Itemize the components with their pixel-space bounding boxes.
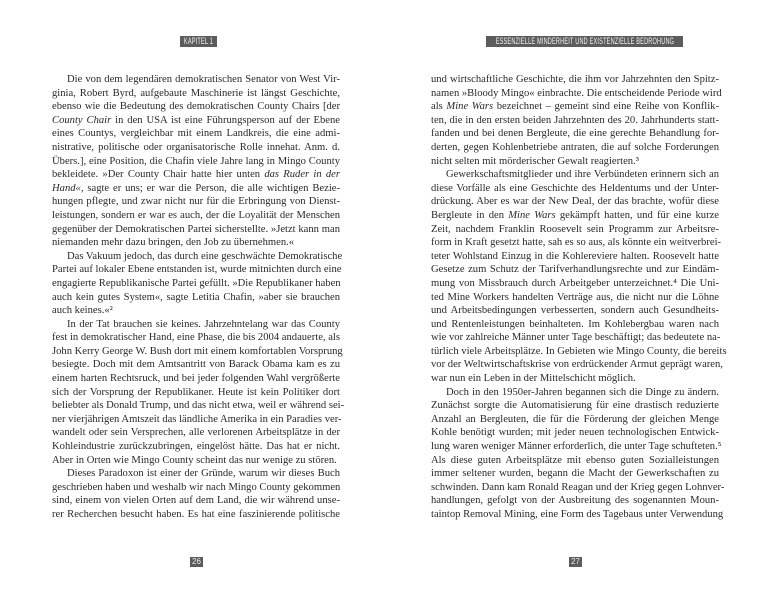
text-line: [52, 467, 340, 481]
text-line: [52, 318, 340, 332]
text-segment: gekämpft hatten, und für eine kurze: [555, 209, 719, 221]
text-segment: fest in demokratischer Hand, eine Phase, die bis 2004 andauerte, als: [52, 332, 341, 344]
text-line: [52, 73, 340, 87]
text-segment: nicht selten mit mörderischer Gewalt reagierten.³: [431, 155, 639, 167]
text-segment: lung waren weniger Männer erforderlich, die unter Tage schufteten.⁵: [431, 441, 722, 453]
text-line: [431, 114, 719, 128]
text-segment: John Kerry George W. Bush dort mit einem komfortablen Vorsprung: [52, 345, 343, 357]
text-segment: sich der Vorsprung der Republikaner. Heute ist kein Politiker dort: [52, 386, 340, 398]
text-line: [431, 454, 719, 468]
text-line: [52, 386, 340, 400]
text-segment: Gewerkschaftsmitglieder und ihre Verbündeten erinnern sich an: [446, 169, 719, 181]
text-line: [52, 277, 340, 291]
text-line: [52, 223, 340, 237]
italic-text: Mine Wars: [508, 209, 556, 221]
running-header-text: KAPITEL 1: [183, 36, 214, 46]
text-segment: wandelt oder sein Versprechen, alle verlorenen Arbeitsplätze in der: [52, 427, 340, 439]
text-line: [52, 195, 340, 209]
text-segment: ebenso wie die Bedeutung des demokratischen County Chairs [der: [52, 101, 340, 113]
right-page-body: [431, 73, 727, 522]
text-segment: ted Mine Workers handelten Verträge aus, die nicht nur die Löhne: [431, 291, 719, 303]
text-line: [431, 100, 719, 114]
running-header-chapter: [180, 36, 217, 47]
text-segment: beliebter als Donald Trump, und das nicht etwa, weil er während sei-: [52, 400, 345, 412]
text-line: [431, 182, 719, 196]
text-line: [431, 386, 719, 400]
text-segment: teter Wohlstand Einzug in die Kohlereviere halten. Roosevelt hatte: [431, 250, 719, 262]
text-line: [431, 331, 719, 345]
text-segment: bekleidete. »Der County Chair hatte hier unten: [52, 169, 265, 181]
text-line: [431, 345, 727, 359]
text-line: [431, 304, 719, 318]
text-line: [52, 426, 340, 440]
text-line: [431, 413, 719, 427]
text-segment: Zeit, nachdem Franklin Roosevelt sein Programm zur Arbeitsre-: [431, 223, 719, 235]
text-line: [52, 236, 340, 250]
text-line: [431, 141, 719, 155]
page-number-right: 27: [569, 557, 582, 567]
text-segment: Das Vakuum jedoch, das durch eine geschwächte Demokratische: [67, 250, 343, 262]
text-line: [52, 291, 340, 305]
text-line: [52, 399, 345, 413]
italic-text: County Chair: [52, 114, 112, 126]
text-line: [52, 372, 340, 386]
text-segment: handlungen, gefolgt von der Ausbreitung des sogenannten Moun-: [431, 495, 719, 507]
text-segment: Aber in Orten wie Mingo County scheint das nur wenige zu stören.: [52, 454, 337, 466]
text-line: [431, 209, 719, 223]
text-segment: diese Vorfälle als eine Geschichte des Heldentums und der Unter-: [431, 182, 719, 194]
text-segment: auch keines.«²: [52, 305, 113, 317]
text-line: [52, 508, 340, 522]
text-segment: namen »Bloody Mingo« einbrachte. Die entscheidende Periode wird: [431, 87, 722, 99]
text-line: [431, 155, 719, 169]
text-segment: nistrative, politische oder organisatorische Rolle innehat. Anm. d.: [52, 141, 340, 153]
text-segment: türlich viele Arbeitsplätze. In Gebieten wie Mingo County, die bereits: [431, 345, 727, 357]
text-line: [52, 87, 340, 101]
text-line: [52, 440, 340, 454]
text-segment: eines Countys, vergleichbar mit einem Landkreis, die eine admi-: [52, 128, 340, 140]
text-segment: Gesetze zum Schutz der Tarifverhandlungsrechte und zur Eindäm-: [431, 264, 719, 276]
left-page-body: [52, 73, 345, 522]
text-segment: immer seltener wurden, begann die Macht der Gewerkschaften zu: [431, 468, 719, 480]
italic-text: das Ruder in der: [264, 169, 340, 181]
italic-text: Mine Wars: [446, 101, 494, 113]
text-line: [52, 250, 343, 264]
text-segment: und wirtschaftliche Geschichte, die ihm vor Jahrzehnten den Spitz-: [431, 74, 719, 85]
text-segment: ner vierjährigen Amtszeit das ländliche Amerika in ein Paradies ver-: [52, 413, 342, 425]
text-line: [52, 331, 340, 345]
text-segment: Übers.], eine Position, die Chafin viele Jahre lang in Mingo County: [52, 155, 340, 167]
text-segment: war nun ein Leben in der Mittelschicht möglich.: [431, 373, 636, 385]
text-segment: wie vor zahlreiche Männer unter Tage beschäftigt; das bedeutete na-: [431, 332, 721, 344]
running-header-title: [486, 36, 683, 47]
text-segment: mung von Missbrauch durch Arbeitgeber unterzeichnet.⁴ Die Uni-: [431, 277, 719, 289]
text-segment: auch kein gutes System«, sagte Letitia Chafin, »aber sie brauchen: [52, 291, 340, 303]
text-segment: niemanden mehr dazu bringen, den Job zu übernehmen.«: [52, 237, 295, 249]
text-line: [431, 358, 723, 372]
text-segment: ginia, Robert Byrd, aufgebaute Maschinerie ist längst Geschichte,: [52, 87, 340, 99]
text-segment: Kohleindustrie zurückzubringen, eingelöst hätte. Das hat er nicht.: [52, 441, 340, 453]
text-segment: gegenüber der Demokratischen Partei sicherstellte. »Jetzt kann man: [52, 223, 340, 235]
text-line: [431, 467, 719, 481]
italic-text: Hand«: [52, 182, 81, 194]
text-segment: Anzahl an Bergleuten, die für die Förderung der gleichen Menge: [431, 413, 719, 425]
text-line: [52, 358, 340, 372]
text-line: [431, 399, 719, 413]
text-segment: Als diese guten Arbeitsplätze mit ebenso guten Sozialleistungen: [431, 454, 719, 466]
text-segment: In der Tat brauchen sie keines. Jahrzehntelang war das County: [67, 318, 340, 330]
text-segment: fanden und bei denen Bergleute, die eine gerechte Behandlung for-: [431, 128, 719, 140]
text-line: [431, 481, 725, 495]
text-line: [431, 73, 719, 87]
text-line: [431, 195, 719, 209]
text-line: [431, 236, 722, 250]
text-segment: Partei auf lokaler Ebene entstanden ist, wurde mitnichten durch eine: [52, 264, 342, 276]
text-line: [52, 263, 340, 277]
text-line: [52, 345, 343, 359]
text-line: [52, 304, 340, 318]
text-segment: sind, einem von vielen Orten auf dem Land, die wir während unse-: [52, 495, 340, 507]
text-segment: engagierte Republikanische Partei gefüllt. »Die Republikaner haben: [52, 277, 341, 289]
text-line: [52, 114, 340, 128]
text-line: [52, 413, 340, 427]
text-line: [52, 494, 340, 508]
text-line: [52, 481, 340, 495]
text-segment: einem harten Rechtsruck, und bei jeder folgenden Wahl vergrößerte: [52, 373, 340, 385]
text-line: [431, 372, 719, 386]
text-segment: Bergleute in den: [431, 209, 509, 221]
text-line: [431, 277, 719, 291]
text-line: [431, 440, 722, 454]
text-line: [431, 291, 719, 305]
text-line: [431, 426, 719, 440]
text-segment: rer Recherchen besucht haben. Es hat eine faszinierende politische: [52, 509, 340, 520]
text-segment: drückung. Aber es war der New Deal, der das brachte, wofür diese: [431, 196, 719, 208]
text-line: [431, 87, 722, 101]
text-segment: und Arbeitsbedingungen verbesserten, sondern auch Gesundheits-: [431, 305, 719, 317]
text-line: [431, 318, 719, 332]
page-number-left: 26: [190, 557, 203, 567]
text-segment: form in Kraft gesetzt hatte, sah es so aus, als könnte ein weitverbrei-: [431, 237, 722, 249]
text-segment: besiegte. Doch mit dem Amtsantritt von Barack Obama kam es zu: [52, 359, 340, 371]
text-line: [52, 454, 340, 468]
text-segment: geschrieben haben und weshalb wir nach Mingo County gekommen: [52, 481, 341, 493]
text-segment: Dieses Paradoxon ist einer der Gründe, warum wir dieses Buch: [67, 468, 340, 480]
text-segment: hungen pflegte, und zwar nicht nur für die Erbringung von Dienst-: [52, 196, 340, 208]
text-line: [52, 155, 340, 169]
text-line: [431, 508, 724, 522]
text-segment: und Rentenleistungen beinhalteten. Im Kohlebergbau waren nach: [431, 318, 719, 330]
text-segment: Die von dem legendären demokratischen Senator von West Vir-: [67, 74, 340, 85]
text-line: [52, 127, 340, 141]
text-line: [52, 100, 340, 114]
text-segment: bezeichnet – gemeint sind eine Reihe von Konflik-: [493, 101, 719, 113]
text-line: [52, 209, 340, 223]
text-segment: ten, die in den ersten beiden Jahrzehnten des 20. Jahrhunderts statt-: [431, 114, 719, 126]
running-header-text: ESSENZIELLE MINDERHEIT UND EXISTENZIELLE BEDROHUNG: [495, 36, 674, 46]
text-line: [431, 494, 719, 508]
text-segment: schwinden. Dann kam Ronald Reagan und der Krieg gegen Lohnver-: [431, 481, 725, 493]
text-line: [52, 182, 340, 196]
text-segment: leistungen, sondern er war es auch, der die Loyalität der Menschen: [52, 209, 340, 221]
text-line: [52, 141, 340, 155]
text-line: [431, 263, 719, 277]
text-segment: in den USA ist eine Führungsperson auf der Ebene: [111, 114, 340, 126]
text-segment: Kohle benötigt wurden; mit jeder neuen technologischen Entwick-: [431, 427, 719, 439]
text-segment: derten, gegen Kohlenbetriebe antraten, die auf solche Forderungen: [431, 141, 719, 153]
text-segment: Doch in den 1950er-Jahren begannen sich die Dinge zu ändern.: [446, 386, 719, 398]
text-segment: , sagte er uns; er war die Person, die alle wichtigen Bezie-: [80, 182, 340, 194]
text-segment: vor der Weltwirtschaftskrise von erdrückender Armut geprägt waren,: [431, 359, 723, 371]
text-segment: Zunächst sorgte die Automatisierung für eine drastisch reduzierte: [431, 400, 719, 412]
text-line: [431, 250, 719, 264]
text-line: [431, 168, 719, 182]
text-line: [431, 127, 719, 141]
text-line: [431, 223, 719, 237]
text-line: [52, 168, 340, 182]
text-segment: als: [431, 101, 447, 113]
text-segment: taintop Removal Mining, eine Form des Tagebaus unter Verwendung: [431, 509, 724, 520]
